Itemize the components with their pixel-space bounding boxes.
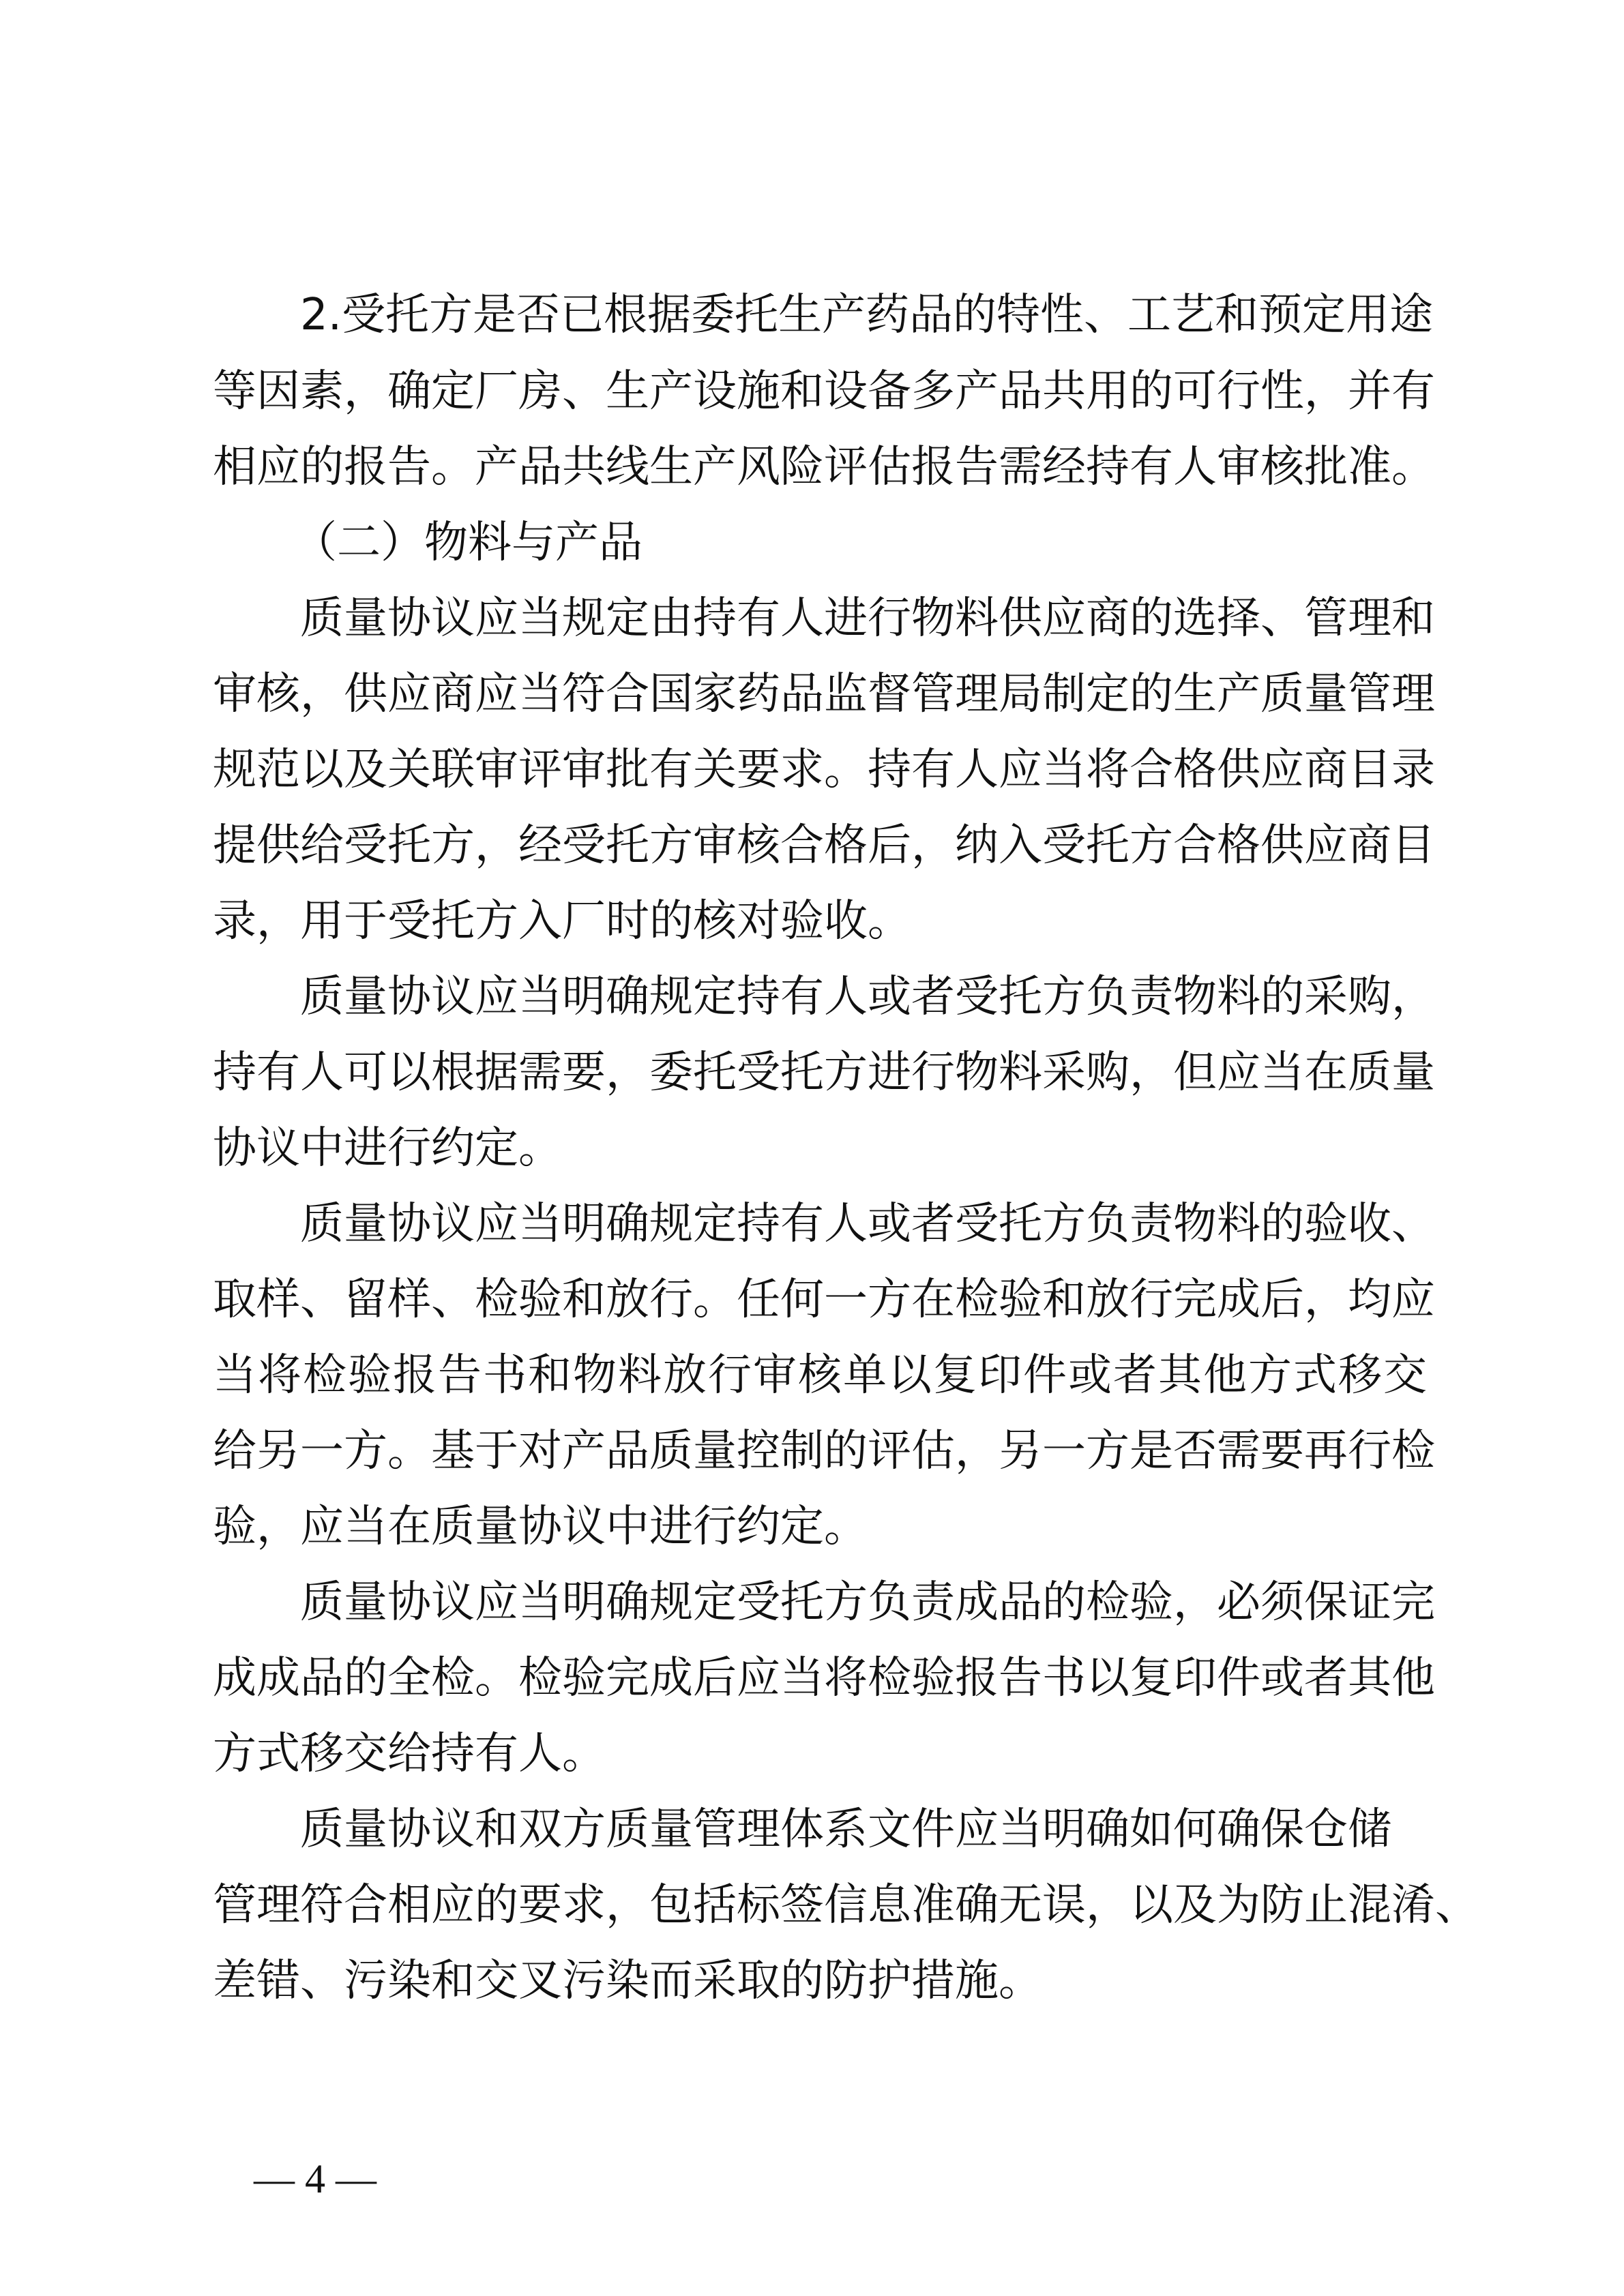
paragraph1-line-5: 录，用于受托方入厂时的核对验收。 [213,896,911,946]
paragraph1-line-4: 提供给受托方，经受托方审核合格后，纳入受托方合格供应商目 [213,820,1435,871]
item2-line-3: 相应的报告。产品共线生产风险评估报告需经持有人审核批准。 [213,442,1435,492]
paragraph3-line-1: 质量协议应当明确规定持有人或者受托方负责物料的验收、 [300,1199,1435,1249]
paragraph2-line-1: 质量协议应当明确规定持有人或者受托方负责物料的采购， [300,972,1435,1022]
paragraph5-line-3: 差错、污染和交叉污染而采取的防护措施。 [213,1956,1042,2006]
paragraph2-line-2: 持有人可以根据需要，委托受托方进行物料采购，但应当在质量 [213,1047,1435,1098]
paragraph1-line-3: 规范以及关联审评审批有关要求。持有人应当将合格供应商目录 [213,745,1435,795]
paragraph4-line-2: 成成品的全检。检验完成后应当将检验报告书以复印件或者其他 [213,1653,1435,1703]
paragraph1-line-1: 质量协议应当规定由持有人进行物料供应商的选择、管理和 [300,593,1435,644]
item2-line-2: 等因素，确定厂房、生产设施和设备多产品共用的可行性，并有 [213,366,1435,417]
paragraph2-line-3: 协议中进行约定。 [213,1123,562,1174]
item2-line-1: 2.受托方是否已根据委托生产药品的特性、工艺和预定用途 [300,290,1434,340]
paragraph5-line-1: 质量协议和双方质量管理体系文件应当明确如何确保仓储 [300,1804,1391,1855]
paragraph1-line-2: 审核，供应商应当符合国家药品监督管理局制定的生产质量管理 [213,669,1435,719]
section-heading: （二）物料与产品 [293,518,643,568]
paragraph4-line-1: 质量协议应当明确规定受托方负责成品的检验，必须保证完 [300,1577,1435,1628]
paragraph4-line-3: 方式移交给持有人。 [213,1729,606,1779]
paragraph3-line-2: 取样、留样、检验和放行。任何一方在检验和放行完成后，均应 [213,1274,1435,1325]
paragraph3-line-5: 验，应当在质量协议中进行约定。 [213,1502,868,1552]
page-number: — 4 — [254,2156,377,2201]
paragraph5-line-2: 管理符合相应的要求，包括标签信息准确无误，以及为防止混淆、 [213,1880,1479,1930]
paragraph3-line-4: 给另一方。基于对产品质量控制的评估，另一方是否需要再行检 [213,1426,1435,1476]
paragraph3-line-3: 当将检验报告书和物料放行审核单以复印件或者其他方式移交 [213,1350,1427,1401]
